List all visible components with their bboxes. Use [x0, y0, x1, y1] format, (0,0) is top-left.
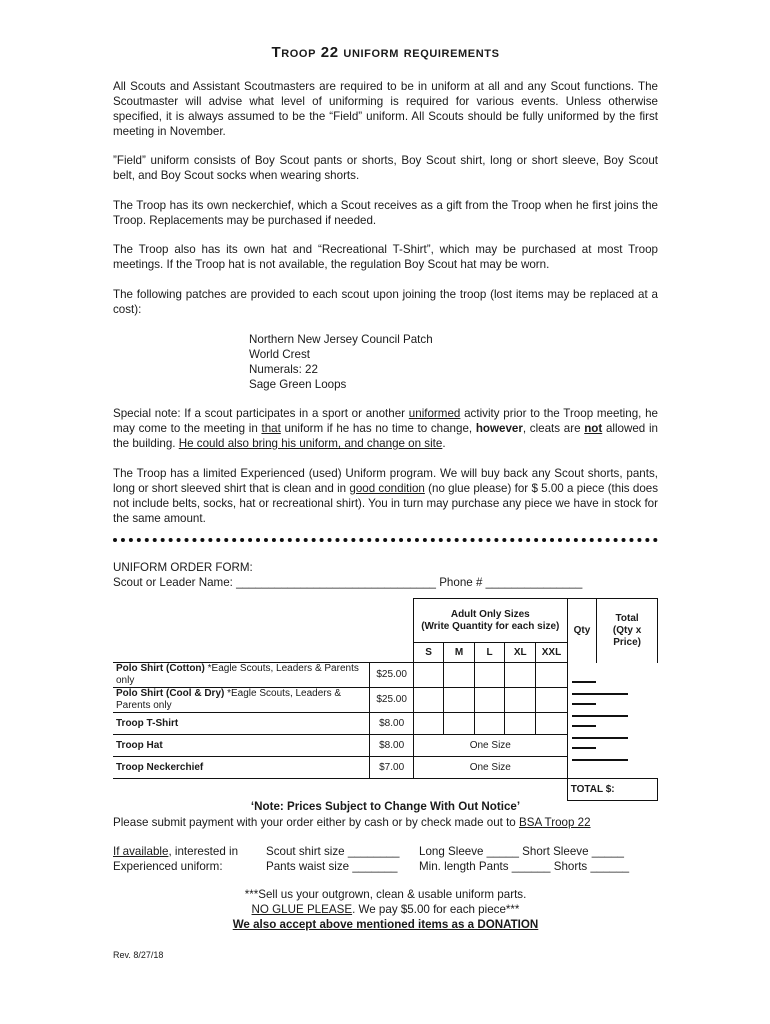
paragraph-special-note [113, 406, 658, 451]
text-underlined: BSA Troop 22 [518, 816, 591, 829]
text: Total [615, 612, 639, 624]
qty-cell-xxl[interactable] [536, 663, 568, 688]
text: *Eagle Scouts, Leaders & Parents only [116, 663, 359, 686]
item-name [113, 688, 370, 713]
paragraph-uniform-required: All Scouts and Assistant Scoutmasters are required to be in uniform at all and any Scout functions. The Scoutmaster will advise what level of uniforming is required for various events. Unless otherwise specified, it is always assumed to be the “Field” uniform. All Scouts should be fully uniformed by the first meeting in November. [113, 80, 658, 138]
text [113, 917, 658, 932]
text: ***Sell us your outgrown, clean & usable uniform parts. [244, 888, 527, 901]
paragraph-field-uniform: ”Field” uniform consists of Boy Scout pants or shorts, Boy Scout shirt, long or short sleeve, Boy Scout belt, and Boy Scout socks when wearing shorts. [113, 154, 658, 182]
one-size-cell[interactable]: One Size [413, 757, 567, 779]
total-blank[interactable] [572, 715, 628, 717]
text-underlined: If available [113, 845, 169, 858]
text-bold: however [475, 422, 523, 435]
paragraph-hat-tshirt: The Troop also has its own hat and “Recreational T-Shirt”, which may be purchased at most Troop meetings. If the Troop hat is not available, the regulation Boy Scout hat may be worn. [113, 243, 658, 271]
text: (no glue please) for $ 5.00 a piece (this does not include belts, socks, hat or recreational shirt). You in turn may purchase any piece we have in stock for the same amount. [113, 482, 659, 525]
total-blank[interactable] [572, 693, 628, 695]
qty-cell-l[interactable] [474, 713, 504, 735]
text-underlined: that [261, 422, 281, 435]
text [113, 902, 658, 917]
text: *Eagle Scouts, Leaders & Parents only [116, 688, 342, 711]
item-price: $7.00 [370, 757, 413, 779]
total-dollar-cell[interactable]: TOTAL $: [567, 779, 657, 801]
text: Polo Shirt (Cotton) [116, 663, 205, 674]
text: Adult Only Sizes [450, 608, 530, 620]
qty-cell-xl[interactable] [505, 713, 536, 735]
shirt-size-field[interactable]: Scout shirt size ________ [266, 845, 400, 858]
text: , interested in [168, 845, 239, 858]
item-name: Troop Hat [113, 735, 370, 757]
text: . We pay $5.00 for each piece*** [352, 903, 520, 916]
qty-blank[interactable] [572, 681, 596, 683]
qty-cell-xxl[interactable] [536, 688, 568, 713]
qty-cell-l[interactable] [474, 688, 504, 713]
sleeve-field[interactable]: Long Sleeve _____ Short Sleeve _____ [419, 845, 624, 858]
size-header-m: M [444, 643, 475, 663]
item-name: Troop T-Shirt [113, 713, 370, 735]
qty-cell-s[interactable] [413, 663, 443, 688]
text: activity prior to the Troop meeting, he may come to the meeting in [113, 407, 659, 435]
patch-item: World Crest [249, 348, 310, 361]
text-underlined: NO GLUE PLEASE [251, 903, 353, 916]
paragraph-neckerchief: The Troop has its own neckerchief, which a Scout receives as a gift from the Troop when he first joins the Troop. Replacements may be purchased if needed. [113, 199, 658, 227]
total-blank[interactable] [572, 737, 628, 739]
one-size-cell[interactable]: One Size [413, 735, 567, 757]
page-title: Troop 22 uniform requirements [271, 44, 500, 61]
qty-blank[interactable] [572, 747, 596, 749]
text: Polo Shirt (Cool & Dry) [116, 688, 225, 699]
item-price: $8.00 [370, 735, 413, 757]
order-table [113, 598, 658, 801]
item-name: Troop Neckerchief [113, 757, 370, 779]
item-price: $25.00 [370, 688, 413, 713]
patch-item: Numerals: 22 [249, 363, 318, 376]
size-header-xl: XL [505, 643, 536, 663]
patch-item: Northern New Jersey Council Patch [249, 333, 433, 346]
text-underlined: uniformed [408, 407, 461, 420]
text: Special note: If a scout participates in a sport or another [113, 407, 409, 420]
item-price: $25.00 [370, 663, 413, 688]
paragraph-patches-intro: The following patches are provided to each scout upon joining the troop (lost items may be replaced at a cost): [113, 288, 658, 316]
patch-item: Sage Green Loops [249, 378, 347, 391]
payment-instructions [113, 815, 658, 830]
qty-cell-m[interactable] [444, 713, 475, 735]
qty-header: Qty [567, 599, 596, 663]
item-name [113, 663, 370, 688]
sell-us-notice [113, 887, 658, 932]
prices-note: ‘Note: Prices Subject to Change With Out Notice’ [250, 800, 521, 813]
pants-waist-field[interactable]: Pants waist size _______ [266, 860, 398, 873]
text: . [442, 437, 446, 450]
order-form-title: UNIFORM ORDER FORM: [113, 561, 253, 574]
text-bold-underlined: not [584, 422, 603, 435]
revision-date: Rev. 8/27/18 [113, 950, 164, 960]
size-header-s: S [413, 643, 443, 663]
qty-cell-m[interactable] [444, 688, 475, 713]
cut-line-divider [113, 538, 658, 546]
text: allowed in the building. [113, 422, 658, 450]
text-underlined: good condition [349, 482, 425, 495]
adult-sizes-header [413, 599, 567, 643]
order-form-header [113, 560, 658, 590]
total-header [597, 599, 658, 663]
length-field[interactable]: Min. length Pants ______ Shorts ______ [419, 860, 630, 873]
text-underlined: He could also bring his uniform, and change on site [178, 437, 443, 450]
qty-cell-xxl[interactable] [536, 713, 568, 735]
qty-cell-xl[interactable] [505, 688, 536, 713]
item-price: $8.00 [370, 713, 413, 735]
interest-label-line2: Experienced uniform: [113, 860, 223, 873]
text: , cleats are [522, 422, 585, 435]
qty-cell-xl[interactable] [505, 663, 536, 688]
qty-cell-l[interactable] [474, 663, 504, 688]
text: Please submit payment with your order either by cash or by check made out to [113, 816, 519, 829]
text: (Write Quantity for each size) [421, 620, 560, 632]
paragraph-experienced-program [113, 466, 658, 526]
qty-blank[interactable] [572, 703, 596, 705]
qty-blank[interactable] [572, 725, 596, 727]
patch-list [249, 332, 433, 392]
name-phone-line: Scout or Leader Name: _______________________________ Phone # _______________ [113, 576, 583, 589]
qty-cell-s[interactable] [413, 713, 443, 735]
size-header-xxl: XXL [536, 643, 568, 663]
qty-cell-m[interactable] [444, 663, 475, 688]
text: The Troop has a limited Experienced (used) Uniform program. We will buy back any Scout shorts, pants, long or short sleeved shirt that is clean and in [113, 467, 658, 495]
interest-label-line1 [113, 844, 239, 859]
total-blank[interactable] [572, 759, 628, 761]
table-row [113, 663, 658, 688]
text-underlined: We also accept above mentioned items as a DONATION [232, 918, 539, 931]
qty-total-blanks [567, 663, 657, 779]
text: (Qty x Price) [612, 624, 642, 648]
text: uniform if he has no time to change, [280, 422, 476, 435]
size-header-l: L [474, 643, 504, 663]
qty-cell-s[interactable] [413, 688, 443, 713]
